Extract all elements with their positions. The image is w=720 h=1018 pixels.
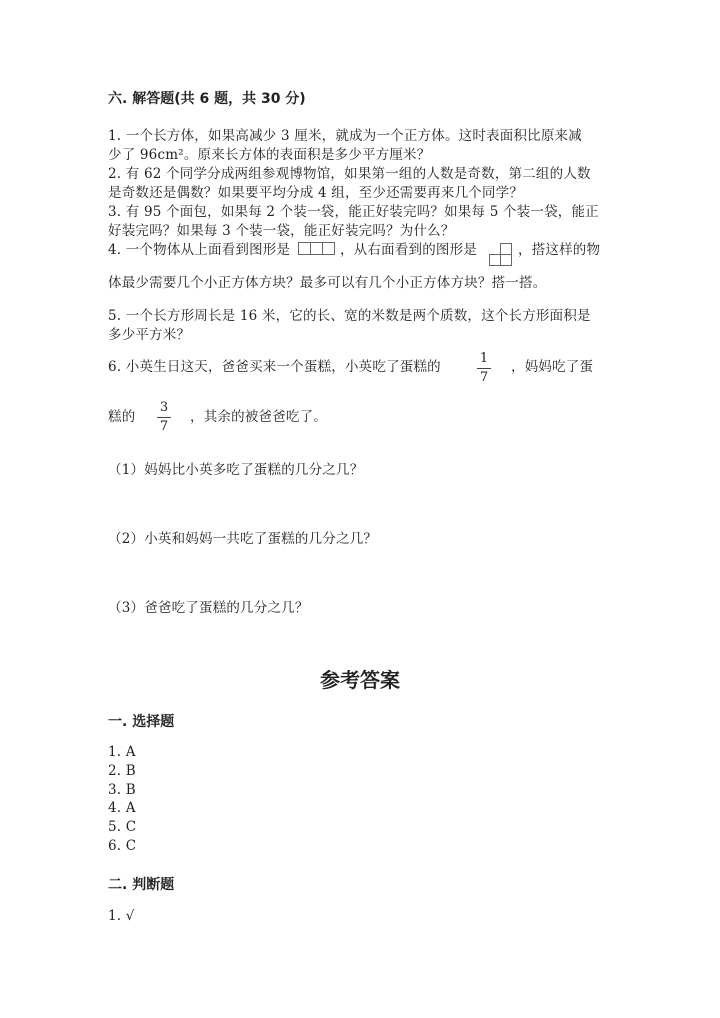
- answers-title: 参考答案: [320, 668, 400, 692]
- answer-item: 1. √: [108, 908, 135, 924]
- question-5-line-1: 5. 一个长方形周长是 16 米，它的长、宽的米数是两个质数，这个长方形面积是: [108, 308, 591, 324]
- question-1-line-1: 1. 一个长方体，如果高减少 3 厘米，就成为一个正方体。这时表面积比原来减: [108, 128, 582, 144]
- question-6-text-a: 6. 小英生日这天，爸爸买来一个蛋糕，小英吃了蛋糕的: [108, 359, 441, 375]
- question-4-line-2: 体最少需要几个小正方体方块？最多可以有几个小正方体方块？搭一搭。: [108, 275, 547, 291]
- sub-question-2: （2）小英和妈妈一共吃了蛋糕的几分之几？: [108, 531, 378, 547]
- fraction-three-sevenths: [157, 401, 171, 434]
- question-3-line-2: 好装完吗？如果每 3 个装一袋，能正好装完吗？为什么？: [108, 223, 455, 239]
- right-view-square: [490, 255, 501, 266]
- fraction-bar: [157, 417, 171, 418]
- question-6-line-2-b: ，其余的被爸爸吃了。: [190, 409, 327, 425]
- answer-item: 5. C: [108, 819, 137, 835]
- top-view-square: [299, 243, 311, 255]
- question-6-line-2-a: 糕的: [108, 409, 136, 425]
- top-view-square: [311, 243, 323, 255]
- sub-question-1: （1）妈妈比小英多吃了蛋糕的几分之几？: [108, 462, 364, 478]
- question-6-text-b: ，妈妈吃了蛋: [511, 359, 594, 375]
- answer-item: 6. C: [108, 838, 137, 854]
- right-view-square: [501, 255, 512, 266]
- right-view-square: [501, 244, 512, 255]
- question-2-line-2: 是奇数还是偶数？如果要平均分成 4 组，至少还需要再来几个同学？: [108, 185, 524, 201]
- question-4-text-a: 4. 一个物体从上面看到图形是: [108, 242, 291, 258]
- fraction-denominator: 7: [159, 419, 169, 434]
- top-view-figure: [298, 242, 336, 256]
- fraction-bar: [477, 368, 491, 369]
- top-view-square: [323, 243, 335, 255]
- answer-item: 1. A: [108, 744, 136, 760]
- sub-question-3: （3）爸爸吃了蛋糕的几分之几？: [108, 600, 309, 616]
- answers-section-choice-heading: 一. 选择题: [108, 714, 175, 730]
- section-heading: 六. 解答题(共 6 题，共 30 分): [108, 91, 306, 107]
- right-view-figure: [488, 243, 514, 267]
- question-5-line-2: 多少平方米？: [108, 327, 191, 343]
- answers-section-judge-heading: 二. 判断题: [108, 877, 175, 893]
- answer-item: 3. B: [108, 782, 136, 798]
- fraction-numerator: 3: [159, 400, 169, 415]
- fraction-one-seventh: [477, 352, 491, 385]
- answer-item: 4. A: [108, 800, 136, 816]
- question-1-line-2: 少了 96cm²。原来长方体的表面积是多少平方厘米？: [108, 147, 431, 163]
- question-4-text-b: ，从右面看到的图形是: [340, 242, 477, 258]
- fraction-denominator: 7: [479, 370, 489, 385]
- fraction-numerator: 1: [479, 351, 489, 366]
- question-2-line-1: 2. 有 62 个同学分成两组参观博物馆，如果第一组的人数是奇数，第二组的人数: [108, 166, 591, 182]
- answer-item: 2. B: [108, 763, 136, 779]
- question-3-line-1: 3. 有 95 个面包，如果每 2 个装一袋，能正好装完吗？如果每 5 个装一袋，能正: [108, 204, 599, 220]
- question-4-text-c: ，搭这样的物: [518, 242, 601, 258]
